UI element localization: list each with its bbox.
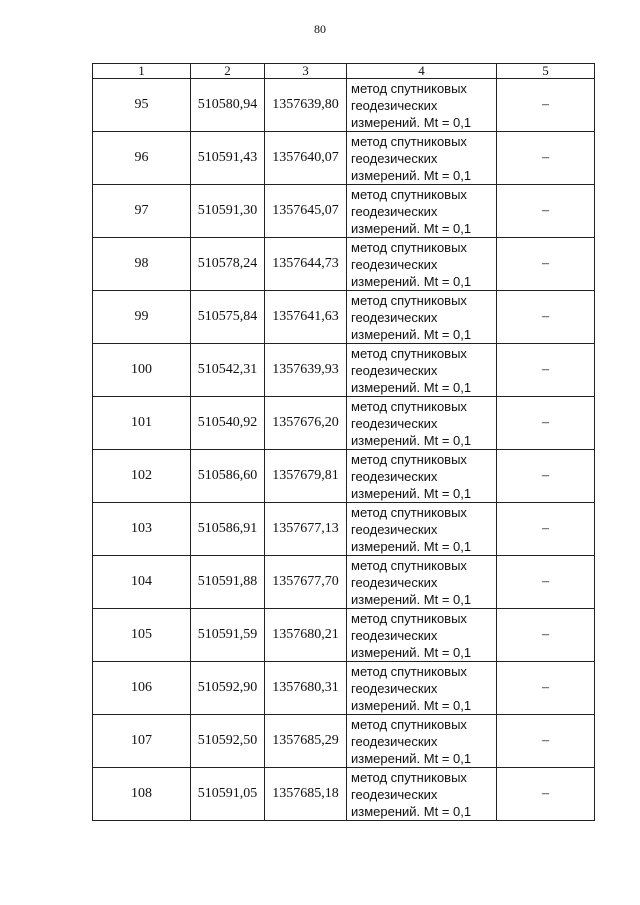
table-row: [93, 768, 595, 821]
method-line: геодезических: [351, 256, 438, 272]
point-number-cell: 97: [93, 185, 191, 238]
method-line: метод спутниковых: [351, 239, 467, 255]
table-row: [93, 503, 595, 556]
method-line: измерений. Mt = 0,1: [351, 538, 472, 554]
point-number-cell: 102: [93, 450, 191, 503]
method-line: измерений. Mt = 0,1: [351, 591, 472, 607]
method-line: геодезических: [351, 680, 438, 696]
point-number-cell: 107: [93, 715, 191, 768]
table-row: [93, 450, 595, 503]
extra-cell: –: [497, 344, 595, 397]
extra-cell: –: [497, 185, 595, 238]
method-line: метод спутниковых: [351, 398, 467, 414]
method-cell: [347, 344, 497, 397]
point-number-cell: 99: [93, 291, 191, 344]
method-line: измерений. Mt = 0,1: [351, 697, 472, 713]
method-cell: [347, 450, 497, 503]
method-line: геодезических: [351, 415, 438, 431]
method-line: измерений. Mt = 0,1: [351, 644, 472, 660]
extra-cell: –: [497, 79, 595, 132]
method-line: метод спутниковых: [351, 80, 467, 96]
column-header-5: 5: [497, 64, 595, 79]
table-row: [93, 238, 595, 291]
point-number-cell: 95: [93, 79, 191, 132]
column-header-3: 3: [265, 64, 347, 79]
y-coordinate-cell: 1357685,18: [265, 768, 347, 821]
extra-cell: –: [497, 238, 595, 291]
method-cell: [347, 662, 497, 715]
method-line: геодезических: [351, 309, 438, 325]
coordinates-table: [92, 63, 595, 821]
column-header-2: 2: [191, 64, 265, 79]
x-coordinate-cell: 510575,84: [191, 291, 265, 344]
y-coordinate-cell: 1357639,80: [265, 79, 347, 132]
table-row: [93, 556, 595, 609]
extra-cell: –: [497, 715, 595, 768]
method-line: геодезических: [351, 203, 438, 219]
table-row: [93, 291, 595, 344]
extra-cell: –: [497, 662, 595, 715]
method-cell: [347, 503, 497, 556]
extra-cell: –: [497, 609, 595, 662]
x-coordinate-cell: 510591,88: [191, 556, 265, 609]
method-line: метод спутниковых: [351, 663, 467, 679]
method-line: метод спутниковых: [351, 133, 467, 149]
x-coordinate-cell: 510591,43: [191, 132, 265, 185]
method-cell: [347, 397, 497, 450]
x-coordinate-cell: 510592,50: [191, 715, 265, 768]
method-line: геодезических: [351, 97, 438, 113]
y-coordinate-cell: 1357679,81: [265, 450, 347, 503]
method-line: геодезических: [351, 468, 438, 484]
method-line: геодезических: [351, 574, 438, 590]
x-coordinate-cell: 510592,90: [191, 662, 265, 715]
method-cell: [347, 79, 497, 132]
method-cell: [347, 185, 497, 238]
y-coordinate-cell: 1357676,20: [265, 397, 347, 450]
method-cell: [347, 556, 497, 609]
x-coordinate-cell: 510580,94: [191, 79, 265, 132]
method-line: метод спутниковых: [351, 610, 467, 626]
method-line: измерений. Mt = 0,1: [351, 750, 472, 766]
column-header-4: 4: [347, 64, 497, 79]
method-line: измерений. Mt = 0,1: [351, 220, 472, 236]
table-row: [93, 397, 595, 450]
table-body: [93, 79, 595, 821]
point-number-cell: 106: [93, 662, 191, 715]
method-cell: [347, 768, 497, 821]
method-line: метод спутниковых: [351, 769, 467, 785]
method-line: измерений. Mt = 0,1: [351, 432, 472, 448]
extra-cell: –: [497, 397, 595, 450]
method-line: геодезических: [351, 521, 438, 537]
method-line: метод спутниковых: [351, 292, 467, 308]
y-coordinate-cell: 1357677,70: [265, 556, 347, 609]
point-number-cell: 105: [93, 609, 191, 662]
table-row: [93, 662, 595, 715]
point-number-cell: 98: [93, 238, 191, 291]
y-coordinate-cell: 1357639,93: [265, 344, 347, 397]
x-coordinate-cell: 510591,05: [191, 768, 265, 821]
method-line: геодезических: [351, 733, 438, 749]
method-line: метод спутниковых: [351, 345, 467, 361]
point-number-cell: 108: [93, 768, 191, 821]
extra-cell: –: [497, 132, 595, 185]
y-coordinate-cell: 1357644,73: [265, 238, 347, 291]
y-coordinate-cell: 1357680,31: [265, 662, 347, 715]
x-coordinate-cell: 510542,31: [191, 344, 265, 397]
table-row: [93, 79, 595, 132]
method-line: геодезических: [351, 786, 438, 802]
table-header-row: [93, 64, 595, 79]
extra-cell: –: [497, 503, 595, 556]
x-coordinate-cell: 510591,59: [191, 609, 265, 662]
extra-cell: –: [497, 291, 595, 344]
method-line: метод спутниковых: [351, 504, 467, 520]
point-number-cell: 103: [93, 503, 191, 556]
y-coordinate-cell: 1357641,63: [265, 291, 347, 344]
table-row: [93, 715, 595, 768]
method-line: метод спутниковых: [351, 451, 467, 467]
x-coordinate-cell: 510586,91: [191, 503, 265, 556]
page-number: 80: [314, 22, 326, 36]
point-number-cell: 96: [93, 132, 191, 185]
method-line: геодезических: [351, 627, 438, 643]
point-number-cell: 100: [93, 344, 191, 397]
x-coordinate-cell: 510586,60: [191, 450, 265, 503]
method-line: метод спутниковых: [351, 716, 467, 732]
y-coordinate-cell: 1357677,13: [265, 503, 347, 556]
point-number-cell: 104: [93, 556, 191, 609]
table-row: [93, 185, 595, 238]
y-coordinate-cell: 1357640,07: [265, 132, 347, 185]
method-cell: [347, 715, 497, 768]
method-cell: [347, 132, 497, 185]
column-header-1: 1: [93, 64, 191, 79]
y-coordinate-cell: 1357680,21: [265, 609, 347, 662]
method-cell: [347, 291, 497, 344]
method-line: измерений. Mt = 0,1: [351, 273, 472, 289]
method-line: измерений. Mt = 0,1: [351, 326, 472, 342]
x-coordinate-cell: 510591,30: [191, 185, 265, 238]
table-row: [93, 344, 595, 397]
extra-cell: –: [497, 556, 595, 609]
method-line: геодезических: [351, 150, 438, 166]
method-line: метод спутниковых: [351, 186, 467, 202]
method-line: измерений. Mt = 0,1: [351, 803, 472, 819]
method-line: измерений. Mt = 0,1: [351, 379, 472, 395]
method-line: измерений. Mt = 0,1: [351, 485, 472, 501]
extra-cell: –: [497, 768, 595, 821]
method-line: измерений. Mt = 0,1: [351, 167, 472, 183]
y-coordinate-cell: 1357645,07: [265, 185, 347, 238]
table-row: [93, 132, 595, 185]
x-coordinate-cell: 510540,92: [191, 397, 265, 450]
method-line: геодезических: [351, 362, 438, 378]
table-row: [93, 609, 595, 662]
x-coordinate-cell: 510578,24: [191, 238, 265, 291]
extra-cell: –: [497, 450, 595, 503]
method-line: метод спутниковых: [351, 557, 467, 573]
y-coordinate-cell: 1357685,29: [265, 715, 347, 768]
point-number-cell: 101: [93, 397, 191, 450]
method-cell: [347, 238, 497, 291]
method-cell: [347, 609, 497, 662]
method-line: измерений. Mt = 0,1: [351, 114, 472, 130]
